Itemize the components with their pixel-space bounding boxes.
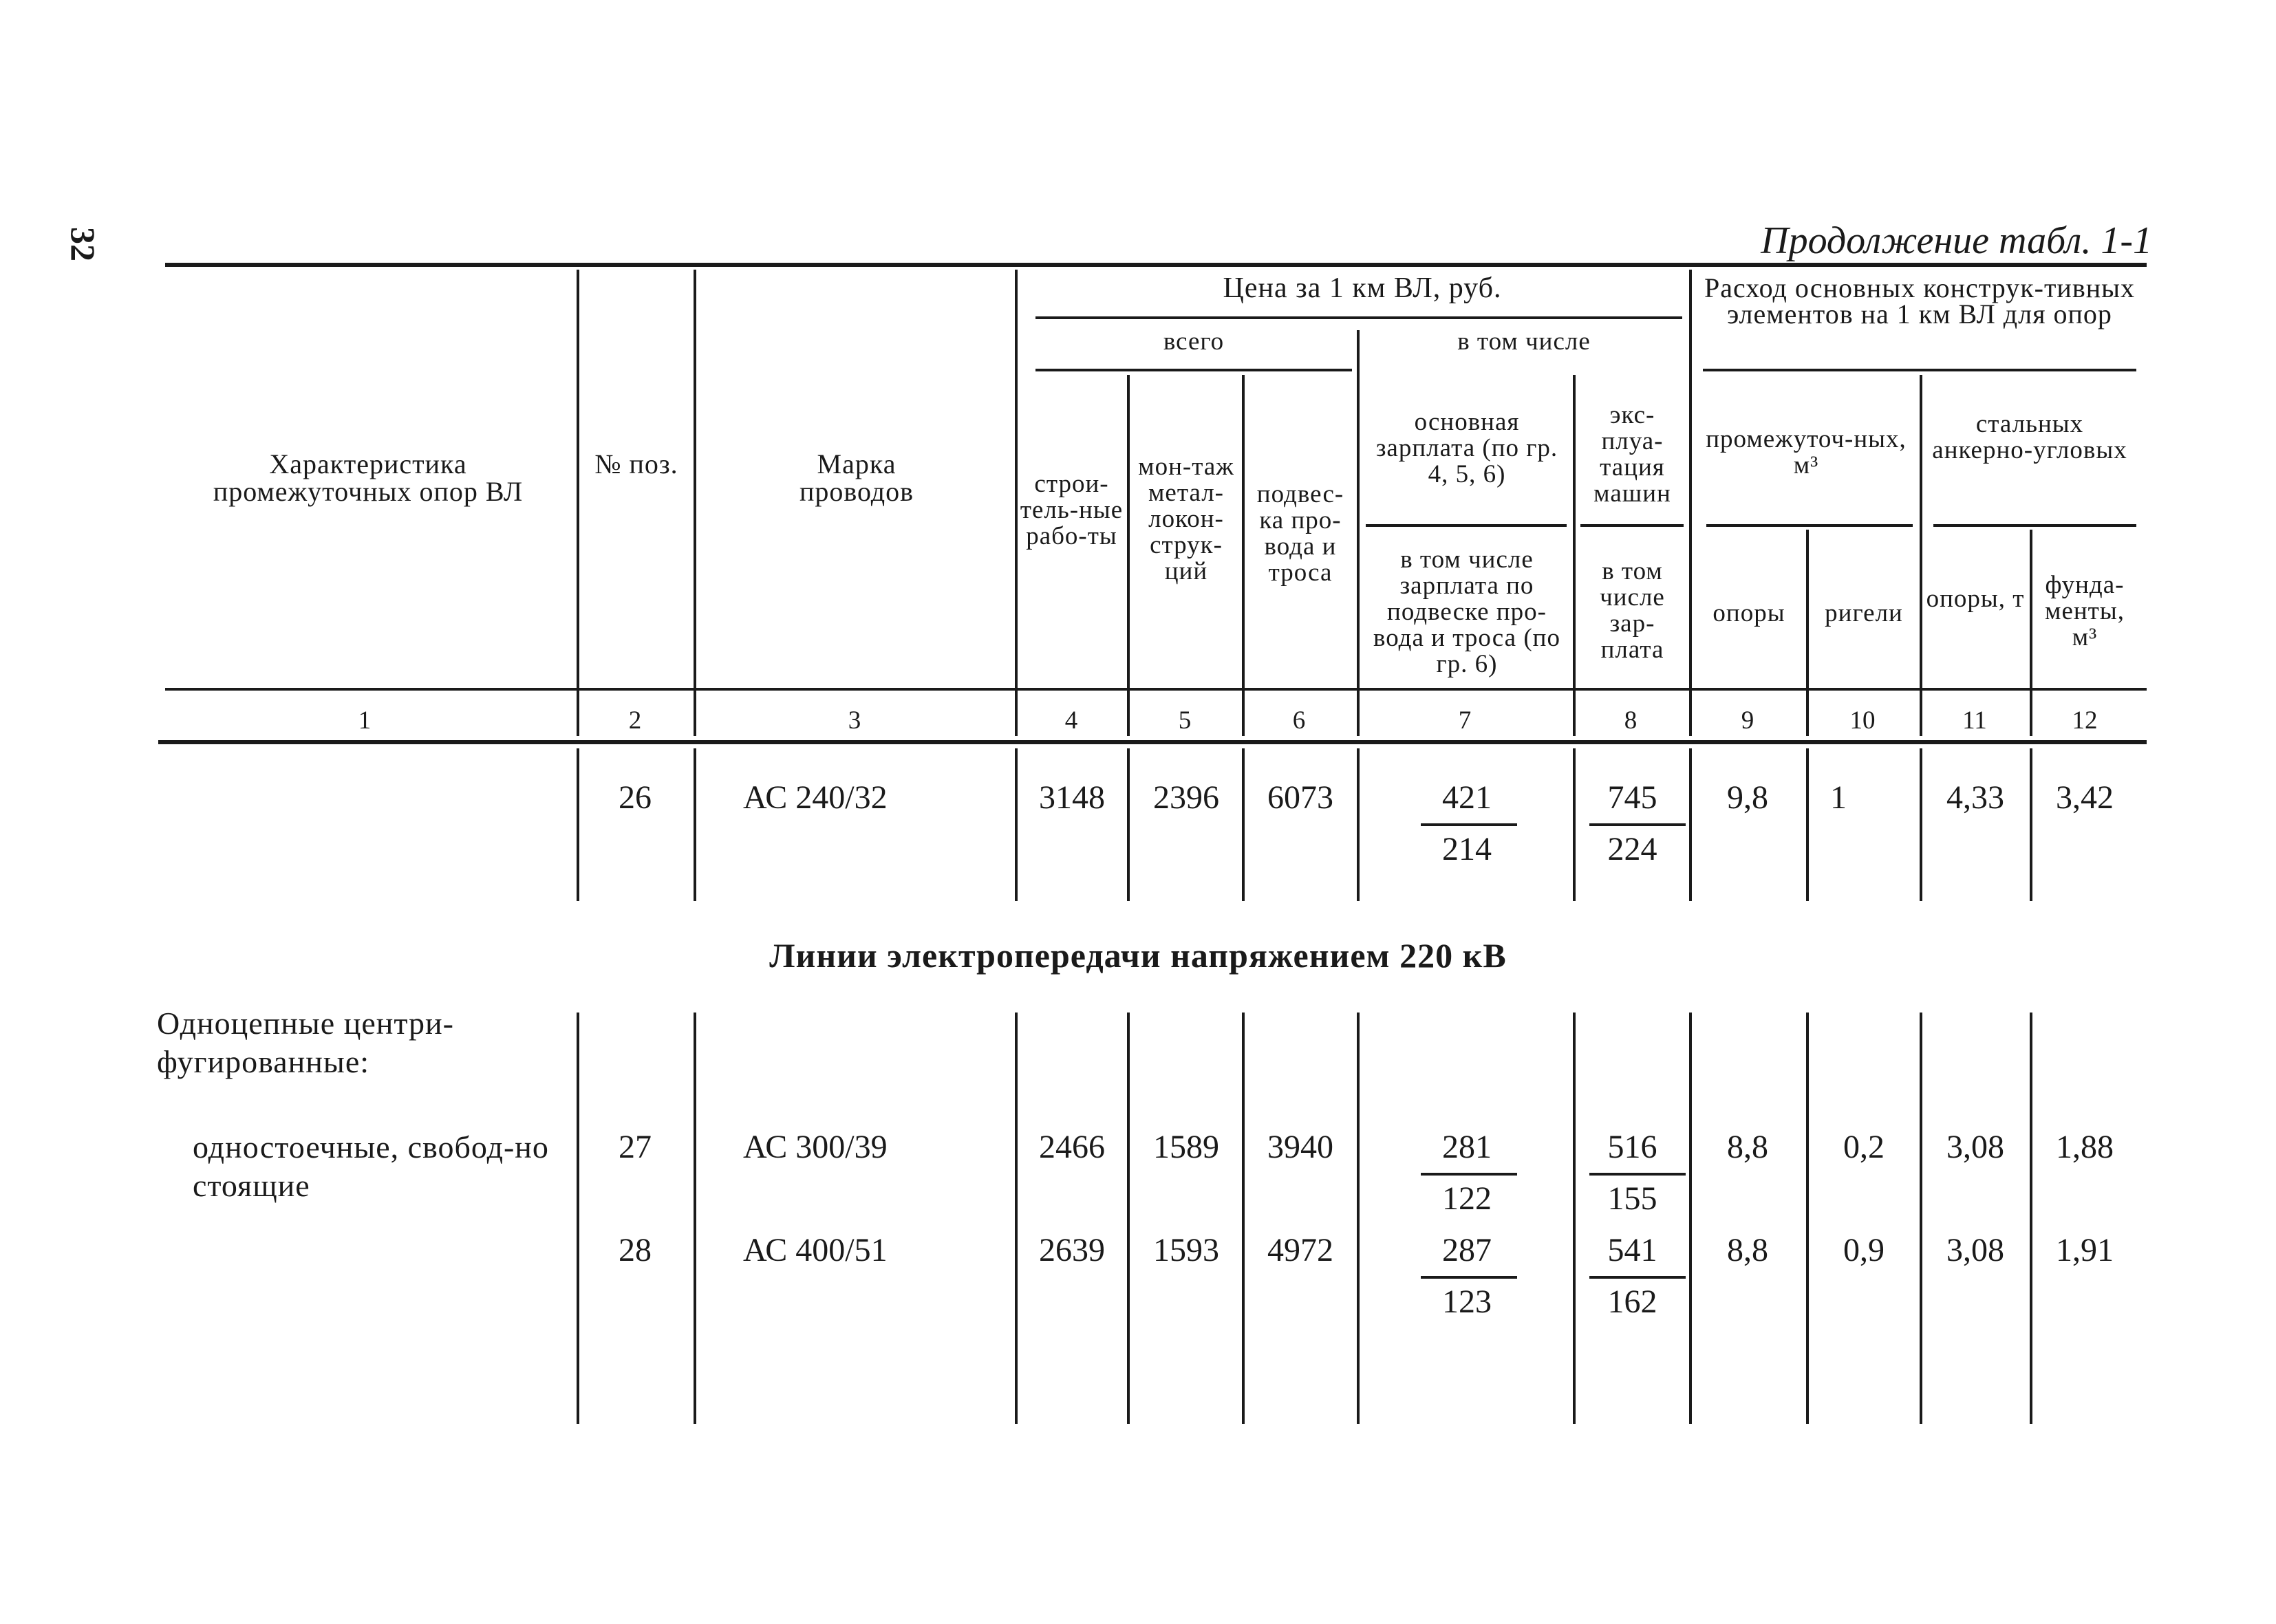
col-divider (2030, 1013, 2032, 1424)
header-col7-bottom: в том числе зарплата по подвеске про-вода и троса (по гр. 6) (1373, 545, 1560, 678)
table-caption: Продолжение табл. 1-1 (1761, 219, 2152, 262)
col-divider (1127, 375, 1130, 736)
cell-c5: 2396 (1153, 779, 1219, 816)
cell-c7-bottom: 122 (1442, 1180, 1492, 1217)
col-divider (1573, 1013, 1576, 1424)
cell-wire: АС 400/51 (743, 1232, 888, 1268)
col-divider (1806, 1013, 1809, 1424)
page-number: 32 (64, 227, 103, 261)
header-consumption-group: Расход основных конструк-тивных элементов на 1 км ВЛ для опор (1704, 272, 2136, 329)
col-number: 7 (1458, 706, 1472, 735)
col-divider (1806, 530, 1809, 736)
col-divider (2030, 748, 2032, 901)
cell-c12: 1,91 (2056, 1232, 2114, 1268)
header-intermediate: промежуточ-ных, м³ (1706, 425, 1907, 479)
col-divider (577, 1013, 579, 1424)
header-col9: опоры (1713, 599, 1785, 627)
cell-position: 26 (619, 779, 652, 816)
col-divider (1920, 375, 1922, 736)
cell-c5: 1589 (1153, 1129, 1219, 1165)
cell-c8-top: 745 (1607, 779, 1657, 816)
col-number: 4 (1064, 706, 1078, 735)
header-bottom-rule (165, 688, 2147, 691)
header-col7-top: основная зарплата (по гр. 4, 5, 6) (1375, 408, 1558, 488)
header-col5: мон-таж метал-локон-струк-ций (1138, 453, 1234, 585)
col-divider (1242, 1013, 1245, 1424)
cell-c8-top: 541 (1607, 1232, 1657, 1268)
header-col8-top: экс-плуа-тация машин (1593, 401, 1671, 508)
fraction-line (1589, 823, 1686, 826)
header-rule (1580, 524, 1684, 527)
cell-c8-top: 516 (1607, 1129, 1657, 1165)
col-divider (1242, 375, 1245, 736)
cell-wire: АС 300/39 (743, 1129, 888, 1165)
col-divider (577, 748, 579, 901)
col-number: 12 (2072, 706, 2098, 735)
fraction-line (1421, 1173, 1517, 1176)
col-divider (694, 1013, 696, 1424)
col-divider (1015, 1013, 1018, 1424)
col-divider (1573, 375, 1576, 736)
header-end-rule (158, 740, 2147, 744)
cell-c7-top: 421 (1442, 779, 1492, 816)
group-description: Одноцепные центри-фугированные: (157, 1006, 454, 1079)
cell-c7-top: 281 (1442, 1129, 1492, 1165)
cell-c4: 3148 (1039, 779, 1105, 816)
col-divider (1015, 270, 1018, 736)
cell-position: 28 (619, 1232, 652, 1268)
col-divider (577, 270, 579, 736)
header-wire-mark: Марка проводов (799, 448, 914, 507)
col-divider (1127, 1013, 1130, 1424)
col-number: 1 (358, 706, 372, 735)
fraction-line (1421, 1276, 1517, 1279)
col-divider (1127, 748, 1130, 901)
col-divider (1689, 1013, 1692, 1424)
cell-c8-bottom: 224 (1607, 831, 1657, 867)
cell-c10: 1 (1830, 779, 1847, 816)
cell-c7-bottom: 214 (1442, 831, 1492, 867)
header-rule (1703, 369, 2136, 371)
col-number: 6 (1292, 706, 1306, 735)
header-position: № поз. (594, 448, 678, 479)
fraction-line (1421, 823, 1517, 826)
header-col12: фунда-менты, м³ (2045, 571, 2125, 651)
col-divider (1573, 748, 1576, 901)
col-divider (1357, 748, 1360, 901)
col-number: 5 (1178, 706, 1192, 735)
cell-c6: 3940 (1267, 1129, 1333, 1165)
header-rule (1035, 316, 1682, 319)
col-number: 2 (628, 706, 642, 735)
col-number: 11 (1962, 706, 1987, 735)
cell-c11: 3,08 (1946, 1232, 2004, 1268)
cell-c8-bottom: 162 (1607, 1284, 1657, 1320)
cell-c7-bottom: 123 (1442, 1284, 1492, 1320)
cell-c7-top: 287 (1442, 1232, 1492, 1268)
cell-c6: 6073 (1267, 779, 1333, 816)
cell-c9: 8,8 (1727, 1129, 1768, 1165)
cell-c11: 4,33 (1946, 779, 2004, 816)
header-price-group: Цена за 1 км ВЛ, руб. (1223, 272, 1502, 304)
header-including: в том числе (1457, 327, 1591, 356)
col-divider (1806, 748, 1809, 901)
col-number: 10 (1849, 706, 1876, 735)
col-divider (694, 270, 696, 736)
header-col11: опоры, т (1926, 585, 2025, 613)
header-col4: строи-тель-ные рабо-ты (1020, 470, 1124, 550)
cell-c11: 3,08 (1946, 1129, 2004, 1165)
col-number: 9 (1741, 706, 1754, 735)
col-divider (2030, 530, 2032, 736)
fraction-line (1589, 1276, 1686, 1279)
header-col10: ригели (1825, 599, 1903, 627)
col-divider (1242, 748, 1245, 901)
fraction-line (1589, 1173, 1686, 1176)
cell-c4: 2466 (1039, 1129, 1105, 1165)
cell-c6: 4972 (1267, 1232, 1333, 1268)
col-divider (1015, 748, 1018, 901)
col-number: 3 (848, 706, 861, 735)
col-divider (1357, 330, 1360, 736)
col-divider (694, 748, 696, 901)
cell-c12: 3,42 (2056, 779, 2114, 816)
col-divider (1920, 748, 1922, 901)
col-divider (1689, 270, 1692, 736)
cell-c8-bottom: 155 (1607, 1180, 1657, 1217)
cell-c10: 0,9 (1843, 1232, 1885, 1268)
header-col8-bottom: в том числе зар-плата (1600, 557, 1665, 664)
header-total: всего (1163, 327, 1225, 356)
cell-wire: АС 240/32 (743, 779, 888, 816)
section-title: Линии электропередачи напряжением 220 кВ (769, 936, 1507, 975)
cell-c5: 1593 (1153, 1232, 1219, 1268)
col-divider (1689, 748, 1692, 901)
header-col6: подвес-ка про-вода и троса (1256, 480, 1344, 587)
header-steel-anchor: стальных анкерно-угловых (1932, 410, 2127, 464)
cell-c9: 8,8 (1727, 1232, 1768, 1268)
col-divider (1357, 1013, 1360, 1424)
cell-c10: 0,2 (1843, 1129, 1885, 1165)
header-characteristic: Характеристика промежуточных опор ВЛ (213, 448, 524, 507)
col-divider (1920, 1013, 1922, 1424)
header-rule (1933, 524, 2136, 527)
table-top-rule (165, 263, 2147, 267)
header-rule (1035, 369, 1352, 371)
cell-c12: 1,88 (2056, 1129, 2114, 1165)
cell-position: 27 (619, 1129, 652, 1165)
cell-c9: 9,8 (1727, 779, 1768, 816)
header-rule (1706, 524, 1913, 527)
cell-c4: 2639 (1039, 1232, 1105, 1268)
header-rule (1366, 524, 1567, 527)
col-number: 8 (1624, 706, 1638, 735)
subgroup-description: одностоечные, свобод-но стоящие (193, 1129, 549, 1203)
